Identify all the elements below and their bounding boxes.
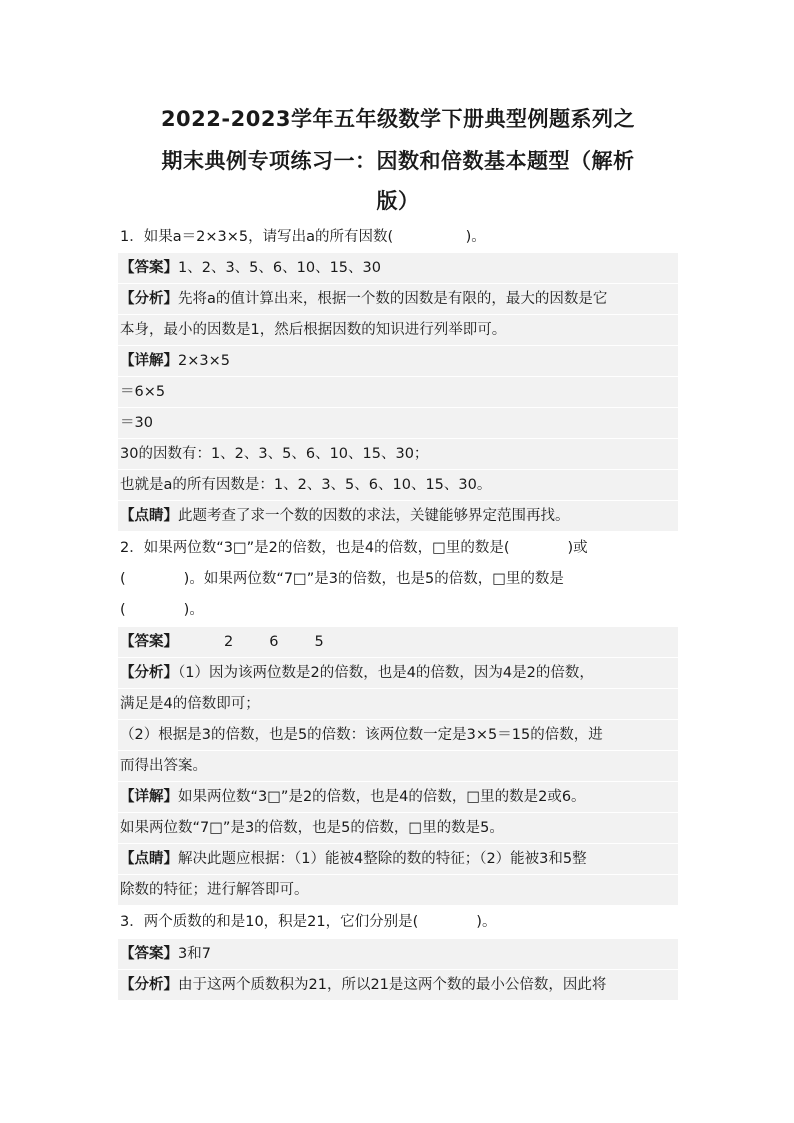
q1-detail-line-2: ＝6×5: [118, 377, 678, 407]
q2-analysis-line-3: （2）根据是3的倍数，也是5的倍数：该两位数一定是3×5＝15的倍数，进: [118, 720, 678, 750]
q1-answer: [118, 253, 678, 283]
q3-analysis-line-1: [118, 970, 678, 1000]
q2-comment-line-2: 除数的特征；进行解答即可。: [118, 875, 678, 905]
q1-analysis-line-2: 本身，最小的因数是1，然后根据因数的知识进行列举即可。: [118, 315, 678, 345]
comment-tag: 【点睛】: [120, 851, 178, 867]
q2-comment-line-1: [118, 844, 678, 874]
q1-comment: [118, 501, 678, 531]
q2-analysis-text-1: （1）因为该两位数是2的倍数，也是4的倍数，因为4是2的倍数，: [178, 665, 594, 681]
q2-analysis-line-4: 而得出答案。: [118, 751, 678, 781]
detail-tag: 【详解】: [120, 789, 178, 805]
analysis-tag: 【分析】: [120, 977, 178, 993]
document-title-line-3: 版）: [376, 189, 420, 213]
comment-tag: 【点睛】: [120, 508, 178, 524]
q1-detail-text-1: 2×3×5: [178, 353, 230, 369]
q3-question: 3．两个质数的和是10，积是21，它们分别是( )。: [120, 914, 497, 930]
answer-tag: 【答案】: [120, 260, 178, 276]
q1-detail-line-3: ＝30: [118, 408, 678, 438]
detail-tag: 【详解】: [120, 353, 178, 369]
document-title-line-1: 2022-2023学年五年级数学下册典型例题系列之: [160, 107, 636, 131]
q1-analysis-line-1: [118, 284, 678, 314]
q2-analysis-line-2: 满足是4的倍数即可；: [118, 689, 678, 719]
analysis-tag: 【分析】: [120, 291, 178, 307]
q2-answer-value-2: 6: [269, 634, 279, 650]
q3-answer-text: 3和7: [178, 946, 211, 962]
q1-detail-line-4: 30的因数有：1、2、3、5、6、10、15、30；: [118, 439, 678, 469]
q2-answer-value-1: 2: [224, 634, 234, 650]
q2-detail-text-1: 如果两位数“3□”是2的倍数，也是4的倍数，□里的数是2或6。: [178, 789, 586, 805]
q1-detail-line-5: 也就是a的所有因数是：1、2、3、5、6、10、15、30。: [118, 470, 678, 500]
q2-detail-line-1: [118, 782, 678, 812]
q2-detail-line-2: 如果两位数“7□”是3的倍数，也是5的倍数，□里的数是5。: [118, 813, 678, 843]
q1-question: 1．如果a＝2×3×5，请写出a的所有因数( )。: [120, 229, 486, 245]
answer-tag: 【答案】: [120, 946, 178, 962]
q2-comment-text-1: 解决此题应根据：（1）能被4整除的数的特征；（2）能被3和5整: [178, 851, 587, 867]
q1-comment-text: 此题考查了求一个数的因数的求法，关键能够界定范围再找。: [178, 508, 570, 524]
q2-question-line-3: ( )。: [120, 602, 204, 618]
q2-analysis-line-1: [118, 658, 678, 688]
q1-detail-line-1: [118, 346, 678, 376]
document-title-line-2: 期末典例专项练习一：因数和倍数基本题型（解析: [161, 149, 635, 173]
q3-analysis-text-1: 由于这两个质数积为21，所以21是这两个数的最小公倍数，因此将: [178, 977, 607, 993]
q2-question-line-1: 2．如果两位数“3□”是2的倍数，也是4的倍数，□里的数是( )或: [120, 540, 588, 556]
q1-analysis-text-1: 先将a的值计算出来，根据一个数的因数是有限的，最大的因数是它: [178, 291, 608, 307]
answer-tag: 【答案】: [120, 634, 178, 650]
analysis-tag: 【分析】: [120, 665, 178, 681]
q2-answer-value-3: 5: [314, 634, 324, 650]
q3-answer: [118, 939, 678, 969]
q1-answer-text: 1、2、3、5、6、10、15、30: [178, 260, 381, 276]
q2-answer: [118, 627, 678, 657]
q2-question-line-2: ( )。如果两位数“7□”是3的倍数，也是5的倍数，□里的数是: [120, 571, 564, 587]
